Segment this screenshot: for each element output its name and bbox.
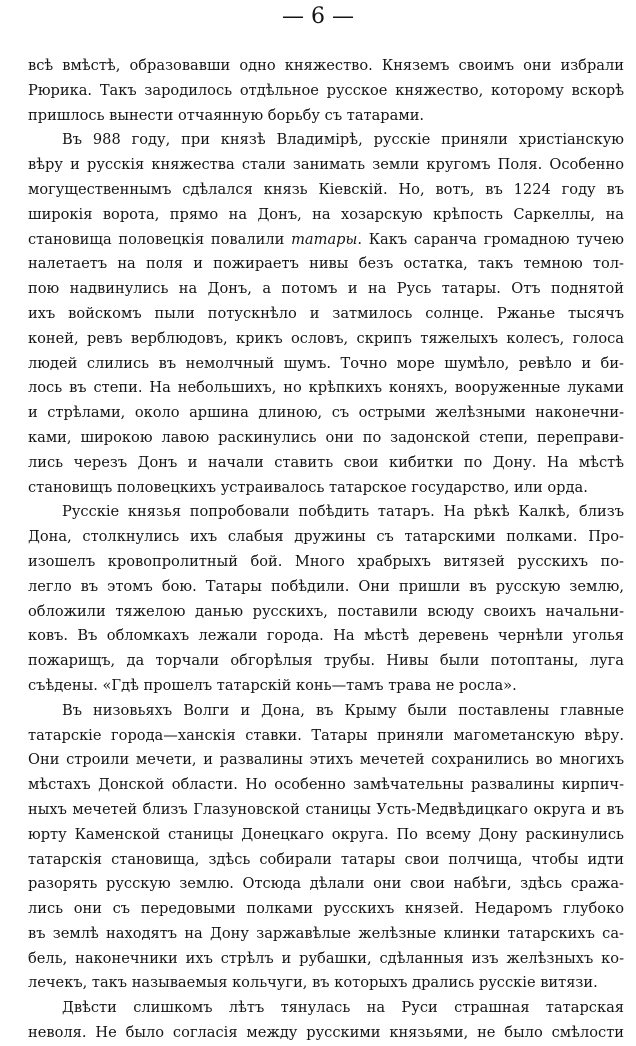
text-line: бель, наконечники ихъ стрѣлъ и рубашки, сдѣланныя изъ желѣзныхъ ко- bbox=[28, 949, 624, 967]
text-line: могущественнымъ сдѣлался князь Кіевскій. Но, вотъ, въ 1224 году въ bbox=[28, 180, 624, 198]
text-line: пришлось вынести отчаянную борьбу съ татарами. bbox=[28, 106, 425, 124]
text-line: Двѣсти слишкомъ лѣтъ тянулась на Руси страшная татарская bbox=[62, 999, 624, 1017]
text-line: съѣдены. «Гдѣ прошелъ татарскій конь—тамъ трава не росла». bbox=[28, 676, 517, 694]
text-line: Въ низовьяхъ Волги и Дона, въ Крыму были поставлены главные bbox=[62, 701, 624, 719]
italic-word: татары bbox=[291, 230, 358, 248]
text-line: юрту Каменской станицы Донецкаго округа. По всему Дону раскинулись bbox=[28, 825, 624, 843]
text-line: всѣ вмѣстѣ, образовавши одно княжество. Княземъ своимъ они избрали bbox=[28, 57, 624, 74]
text-line: разорять русскую землю. Отсюда дѣлали они свои набѣги, здѣсь сража- bbox=[28, 875, 624, 893]
text-line: коней, ревъ верблюдовъ, крикъ ословъ, скрипъ тяжелыхъ колесъ, голоса bbox=[28, 329, 624, 347]
text-line: легло въ этомъ бою. Татары побѣдили. Они пришли въ русскую землю, bbox=[28, 577, 624, 595]
text-line: Дона, столкнулись ихъ слабыя дружины съ татарскими полками. Про- bbox=[28, 528, 624, 546]
text-line: лось въ степи. На небольшихъ, но крѣпкихъ коняхъ, вооруженные луками bbox=[28, 379, 624, 397]
page-number: — 6 — bbox=[282, 4, 354, 29]
text-line: лись черезъ Донъ и начали ставить свои кибитки по Дону. На мѣстѣ bbox=[28, 453, 624, 471]
text-line: налетаетъ на поля и пожираетъ нивы безъ остатка, такъ темною тол- bbox=[28, 255, 624, 273]
text-segment: становища половецкія повалили bbox=[28, 230, 292, 248]
text-line: Въ 988 году, при князѣ Владимірѣ, русскіе приняли христіанскую bbox=[62, 131, 624, 149]
text-line: лечекъ, такъ называемыя кольчуги, въ которыхъ дрались русскіе витязи. bbox=[28, 974, 598, 992]
text-line: Рюрика. Такъ зародилось отдѣльное русское княжество, которому вскорѣ bbox=[28, 81, 624, 99]
text-line: ками, широкою лавою раскинулись они по задонской степи, переправи- bbox=[28, 428, 624, 446]
text-line: неволя. Не было согласія между русскими князьями, не было смѣлости bbox=[28, 1024, 624, 1042]
text-line bbox=[28, 228, 624, 253]
text-line: ихъ войскомъ пыли потускнѣло и затмилось солнце. Ржанье тысячъ bbox=[28, 304, 624, 322]
text-line: татарскія становища, здѣсь собирали татары свои полчища, чтобы идти bbox=[28, 850, 624, 868]
text-line: вѣру и русскія княжества стали занимать земли кругомъ Поля. Особенно bbox=[28, 156, 624, 174]
body-text bbox=[28, 54, 624, 1046]
text-line: татарскіе города—ханскія ставки. Татары приняли магометанскую вѣру. bbox=[28, 726, 624, 744]
text-line: мѣстахъ Донской области. Но особенно замѣчательны развалины кирпич- bbox=[28, 776, 624, 794]
text-line: становищъ половецкихъ устраивалось татарское государство, или орда. bbox=[28, 478, 588, 496]
text-line: и стрѣлами, около аршина длиною, съ острыми желѣзными наконечни- bbox=[28, 404, 624, 422]
text-line: обложили тяжелою данью русскихъ, поставили всюду своихъ начальни- bbox=[28, 602, 624, 620]
text-segment: . Какъ саранча громадною тучею bbox=[357, 230, 624, 248]
text-line: изошелъ кровопролитный бой. Много храбрыхъ витязей русскихъ по- bbox=[28, 552, 624, 570]
text-line: широкія ворота, прямо на Донъ, на хозарскую крѣпость Саркеллы, на bbox=[28, 205, 624, 223]
text-line: въ землѣ находятъ на Дону заржавѣлые желѣзные клинки татарскихъ са- bbox=[28, 924, 624, 942]
text-line: Они строили мечети, и развалины этихъ мечетей сохранились во многихъ bbox=[28, 751, 624, 769]
text-line: людей слились въ немолчный шумъ. Точно море шумѣло, ревѣло и би- bbox=[28, 354, 624, 372]
text-line: пожарищъ, да торчали обгорѣлыя трубы. Нивы были потоптаны, луга bbox=[28, 652, 624, 670]
text-line: Русскіе князья попробовали побѣдить татаръ. На рѣкѣ Калкѣ, близъ bbox=[62, 503, 624, 521]
text-line: ковъ. Въ обломкахъ лежали города. На мѣстѣ деревень чернѣли уголья bbox=[28, 627, 624, 645]
text-line: лись они съ передовыми полками русскихъ князей. Недаромъ глубоко bbox=[28, 900, 624, 918]
text-line: пою надвинулись на Донъ, а потомъ и на Русь татары. Отъ поднятой bbox=[28, 280, 624, 298]
text-line: ныхъ мечетей близъ Глазуновской станицы Усть-Медвѣдицкаго округа и въ bbox=[28, 800, 624, 818]
